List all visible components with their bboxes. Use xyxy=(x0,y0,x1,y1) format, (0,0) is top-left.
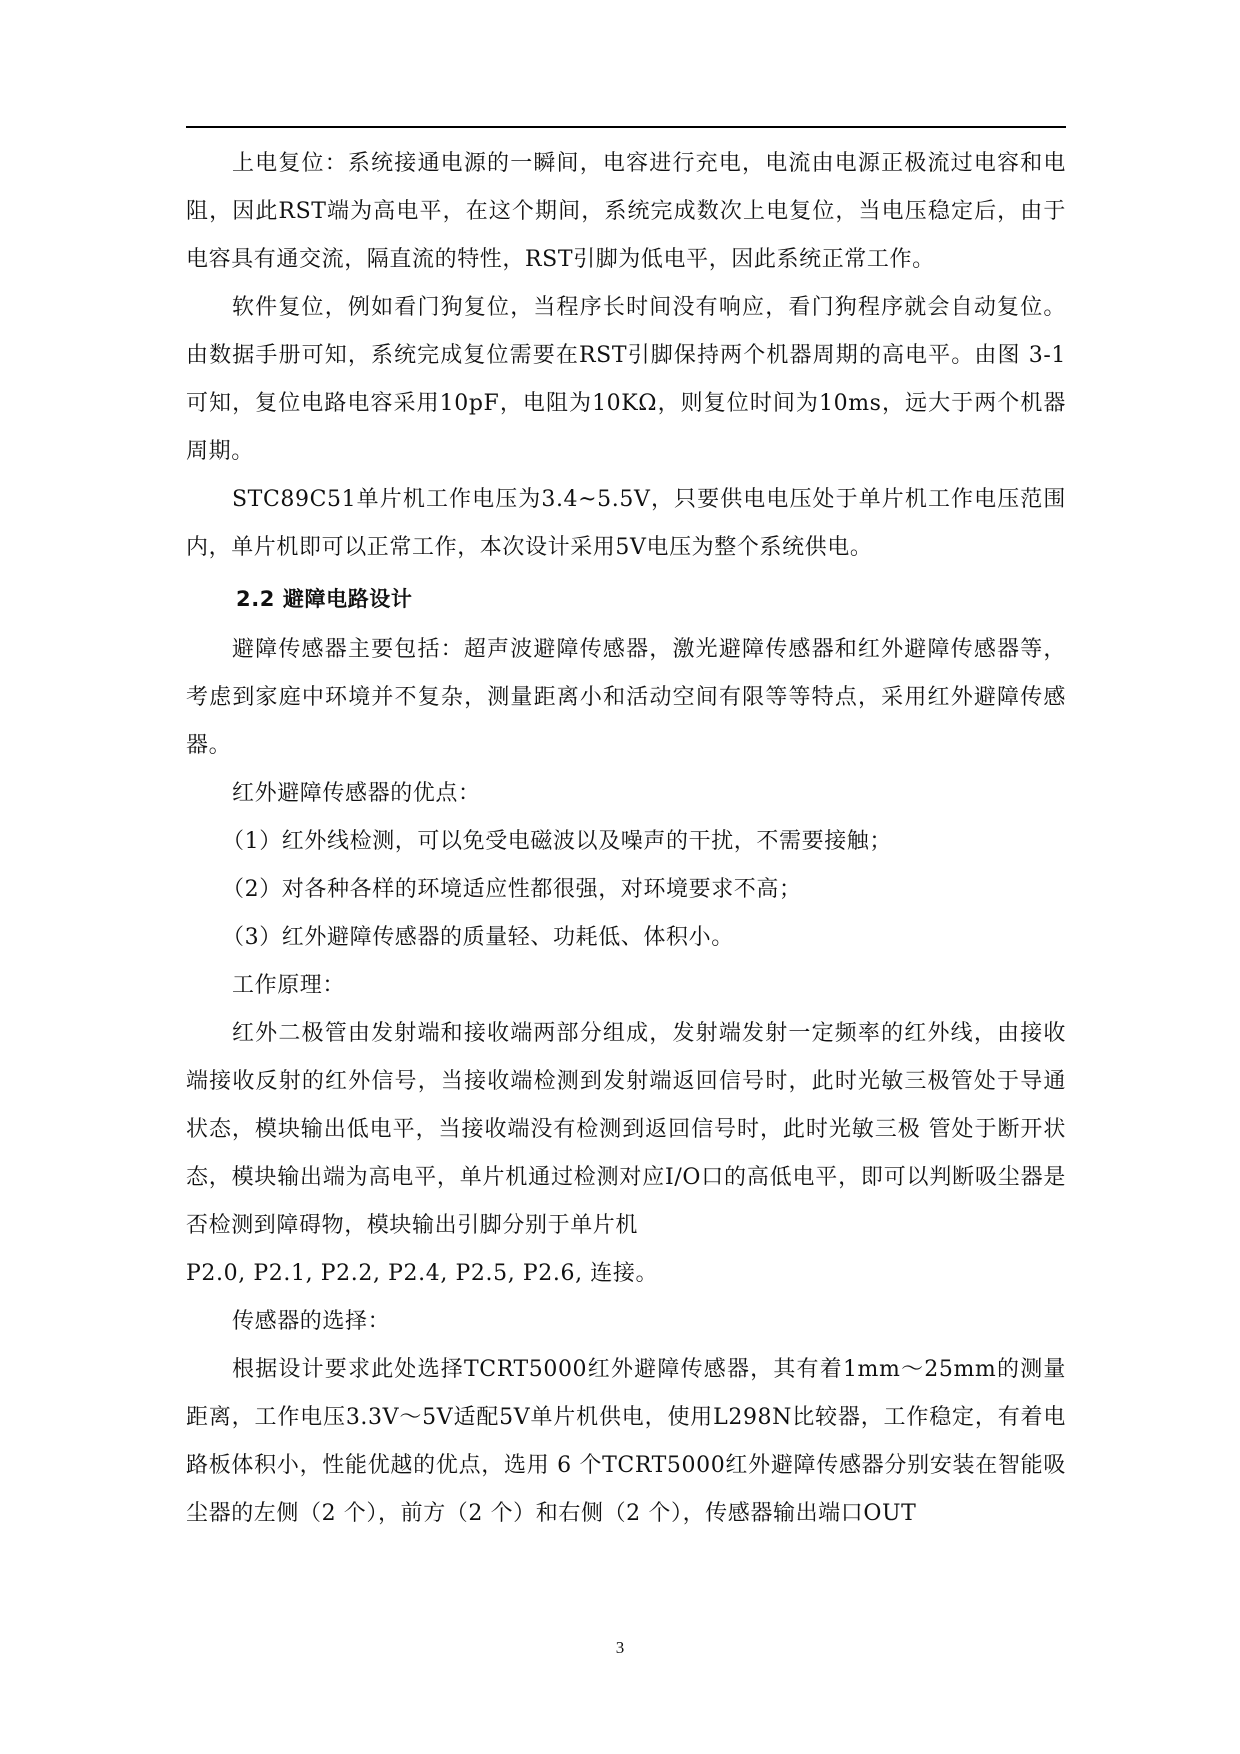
page-number: 3 xyxy=(615,1638,625,1657)
paragraph-software-reset: 软件复位，例如看门狗复位，当程序长时间没有响应，看门狗程序就会自动复位。由数据手册可知，系统完成复位需要在RST引脚保持两个机器周期的高电平。由图 3-1 可知，复位电路电容采用10pF，电阻为10KΩ，则复位时间为10ms，远大于两个机器周期。 xyxy=(186,295,1066,464)
advantage-item: （2）对各种各样的环境适应性都很强，对环境要求不高； xyxy=(222,877,802,902)
paragraph-principle: 红外二极管由发射端和接收端两部分组成，发射端发射一定频率的红外线，由接收端接收反射的红外信号，当接收端检测到发射端返回信号时，此时光敏三极管处于导通状态，模块输出低电平，当接收端没有检测到返回信号时，此时光敏三极 管处于断开状态，模块输出端为高电平，单片机通过检测对应I/O口的高低电平，即可以判断吸尘器是否检测到障碍物，模块输出引脚分别于单片机 xyxy=(186,1021,1066,1238)
advantage-item: （1）红外线检测，可以免受电磁波以及噪声的干扰，不需要接触； xyxy=(222,829,892,854)
section-heading: 2.2 避障电路设计 xyxy=(236,587,413,611)
selection-title: 传感器的选择： xyxy=(232,1309,391,1334)
paragraph-principle-pins: P2.0, P2.1, P2.2, P2.4, P2.5, P2.6, 连接。 xyxy=(186,1261,659,1286)
advantage-item: （3）红外避障传感器的质量轻、功耗低、体积小。 xyxy=(222,925,734,950)
paragraph-section-intro: 避障传感器主要包括：超声波避障传感器，激光避障传感器和红外避障传感器等，考虑到家庭中环境并不复杂，测量距离小和活动空间有限等等特点，采用红外避障传感器。 xyxy=(186,637,1066,758)
paragraph-power-on-reset: 上电复位：系统接通电源的一瞬间，电容进行充电，电流由电源正极流过电容和电阻，因此RST端为高电平，在这个期间，系统完成数次上电复位，当电压稳定后，由于电容具有通交流，隔直流的特性，RST引脚为低电平，因此系统正常工作。 xyxy=(186,151,1066,272)
header-rule xyxy=(186,126,1066,128)
advantages-title: 红外避障传感器的优点： xyxy=(232,781,481,806)
paragraph-sensor-selection: 根据设计要求此处选择TCRT5000红外避障传感器，其有着1mm～25mm的测量距离，工作电压3.3V～5V适配5V单片机供电，使用L298N比较器，工作稳定，有着电路板体积小，性能优越的优点，选用 6 个TCRT5000红外避障传感器分别安装在智能吸尘器的左侧（2 个），前方（2 个）和右侧（2 个），传感器输出端口OUT xyxy=(186,1357,1066,1526)
principle-title: 工作原理： xyxy=(232,973,346,998)
body-text xyxy=(186,140,1066,1538)
paragraph-operating-voltage: STC89C51单片机工作电压为3.4~5.5V，只要供电电压处于单片机工作电压范围内，单片机即可以正常工作，本次设计采用5V电压为整个系统供电。 xyxy=(186,487,1066,560)
